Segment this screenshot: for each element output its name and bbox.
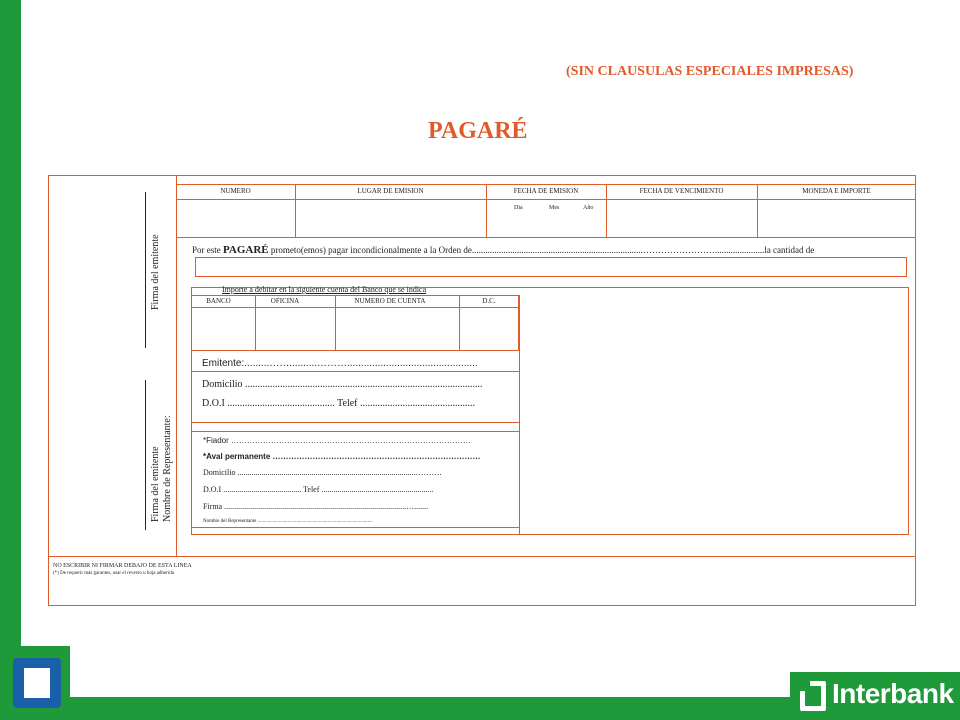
header-moneda-importe: MONEDA E IMPORTE [802,187,871,195]
date-part-anio: Año [583,205,594,211]
interbank-icon [800,681,826,711]
emitente-doi-line: D.O.I ........................................... Telef .............................................. [202,398,475,409]
fiador-representante-line: Nombre del Representante ............................................................................................ [203,519,373,524]
header-numero: NUMERO [220,187,251,195]
fiador-top-divider [191,431,519,432]
promise-bold: PAGARÉ [223,244,269,256]
account-col-banco: BANCO [206,297,231,305]
interbank-logo [790,672,960,720]
header-fecha-emision: FECHA DE EMISION [513,187,579,195]
nombre-representante-label: Nombre de Representante: [162,415,173,522]
firma-emitente-line-top [145,192,146,348]
fiador-domicilio-line: Domicilio .........................................................................................………. [203,468,442,477]
firma-emitente-label-top: Firma del emitente [150,234,161,310]
header-fecha-vencimiento: FECHA DE VENCIMIENTO [639,187,724,195]
account-section-right-divider [519,295,520,535]
amount-field[interactable] [195,257,907,277]
aval-line: *Aval permanente …………………………………………………………………… [203,452,481,461]
account-col-oficina: OFICINA [270,297,300,305]
account-section-title: Importe a debitar en la siguiente cuenta del Banco que se indica [222,285,427,294]
emitente-bottom-divider [191,422,519,423]
footer-note-2: (*) De requerir más garantes, usar el reverso u hoja adherida [53,571,174,576]
promise-rest: prometo(emos) pagar incondicionalmente a la Orden de............................................................................……………………......................la cantidad de [268,245,815,255]
emitente-underline [191,371,519,372]
date-part-dia: Dia [514,205,523,211]
account-col-numero-cuenta: NUMERO DE CUENTA [354,297,426,305]
left-green-bar [0,0,21,720]
fiador-line: *Fiador ……………………………………………………………………………… [203,436,472,445]
account-header-divider [191,307,519,308]
emitente-domicilio-line: Domicilio ............................................................................................... [202,379,483,390]
header-row-divider [176,199,916,200]
fiador-firma-line: Firma ...........................................................................................…....... [203,502,429,511]
logo-square-left [0,646,70,720]
fiador-bottom-divider [191,527,519,528]
emitente-line: Emitente:.........……..........………............................................... [202,358,478,369]
date-part-mes: Mes [549,205,560,211]
bottom-divider [48,556,916,557]
promise-prefix: Por este [192,245,223,255]
firma-emitente-line-bottom [145,380,146,530]
account-col-dc: D.C. [482,297,496,305]
square-logo-icon [13,658,61,708]
page-title: PAGARÉ [428,118,528,144]
firma-emitente-label-bottom: Firma del emitente [150,446,161,522]
fiador-doi-line: D.O.I ....................................... Telef ........................................................ [203,485,434,494]
subtitle: (SIN CLAUSULAS ESPECIALES IMPRESAS) [566,64,854,79]
header-lugar-emision: LUGAR DE EMISION [357,187,424,195]
footer-note-1: NO ESCRIBIR NI FIRMAR DEBAJO DE ESTA LINEA [53,563,192,569]
promise-text [192,244,814,256]
interbank-wordmark: Interbank [832,678,954,709]
